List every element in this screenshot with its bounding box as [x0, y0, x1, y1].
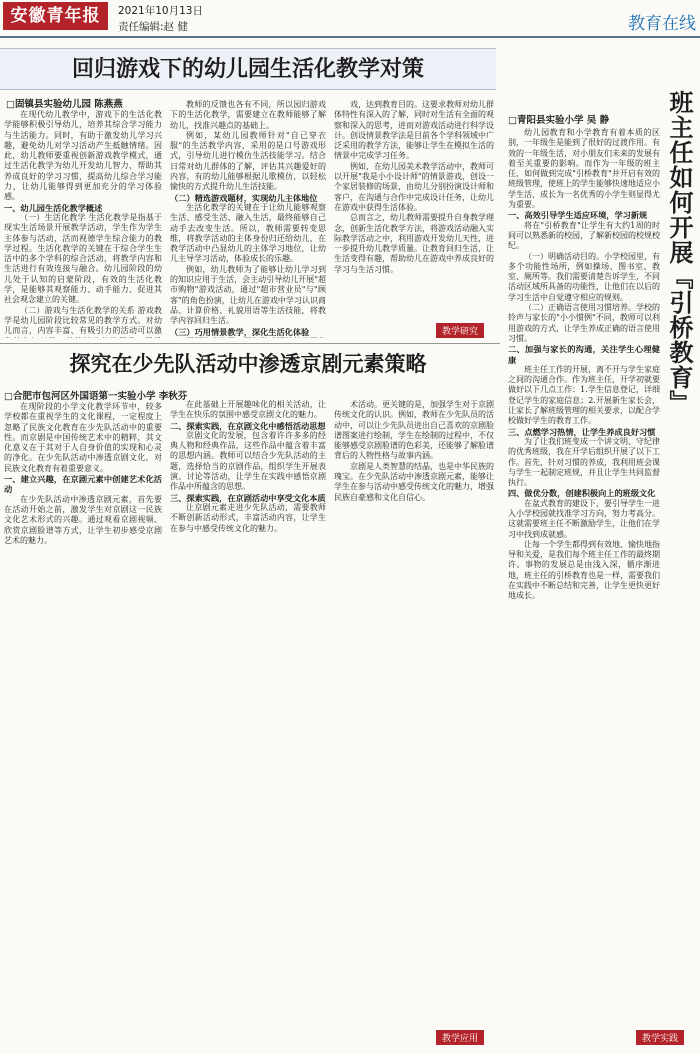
page-header — [0, 0, 700, 36]
body-paragraph: 京剧是人类智慧的结晶，也是中华民族的瑰宝。在少先队活动中渗透京剧元素，能够让学生在参与活动中感受传统文化的魅力，增强民族自豪感和文化自信心。 — [334, 461, 494, 502]
article2-column-1 — [4, 402, 162, 1048]
section-heading: 一、高效引导学生适应环境，学习新规 — [508, 210, 648, 221]
body-paragraph: 教师的反馈也各有不同，所以园归游戏下的生活化教学，需要建立在教师能够了解幼儿，找准兴趣点的基础上。 — [170, 100, 326, 130]
section-heading: （二）精选游戏题材，实现幼儿主体地位 — [170, 192, 318, 203]
section-heading: 三、探索实践，在京剧活动中享受文化本质 — [170, 492, 326, 503]
body-paragraph: 在现代幼儿教学中，游戏下的生活化教学能够积极引导幼儿，培养其综合学习能力与生活能力。同时，有助于激发幼儿学习兴趣，避免幼儿对学习活动产生抵触情绪。因此，幼儿教师要重视创新游戏教学模式，通过生活化教学为幼儿开发幼儿智力，帮助其养成良好的学习习惯，提高幼儿综合学习能力，让幼儿能够得到更加充分的学习体验感。 — [4, 110, 162, 202]
body-paragraph: 戏，达到教育目的。这要求教师对幼儿群体特性有深入的了解，同时对生活有全面的观察和深入的思考，进而对游戏活动进行科学设计。创设情景教学法是目前各个学科领域中广泛采用的教学方法，能够让学生在模拟生活的情景中完成学习任务。 — [334, 100, 494, 161]
body-paragraph: 让每一个学生都得到有效地、愉快地指导和关爱，是我们每个班主任工作的最终期许。事物的发展总是由浅入深，循序渐进地，班主任的引桥教育也是一样，需要我们在实践中不断总结和完善，让学生更快更好地成长。 — [508, 539, 660, 601]
body-paragraph: 将在"引桥教育"让学生有大约1周的时间可以熟悉新的校园，了解新校园的校规校纪。 — [508, 220, 660, 251]
body-paragraph: 班主任工作的开展，离不开与学生家庭之间的沟通合作。作为班主任，开学初就要做好以下几点工作：1.学生信息登记，详细登记学生的家庭信息；2.开展新生家长会，让家长了解班级管理的相关要求，以配合学校做好学生的教育工作。 — [508, 364, 660, 426]
body-paragraph: 幼儿园教育和小学教育有着本质的区别，一年级生是能到了很好的过渡作用。有效的一年级生活，对小朋友们未来的发展有着至关重要的影响。而作为一年级的班主任，如何做到完成"引桥教育"并开启有效的班级管理，使班上的学生能够快速地适应小学生活，成长为一名优秀的小学生则显得尤为重要。 — [508, 128, 660, 210]
article3-column — [508, 128, 660, 1024]
header-rule — [0, 36, 700, 38]
masthead-logo: 安徽青年报 — [3, 2, 108, 30]
article1-section-tag: 教学研究 — [436, 323, 484, 338]
article2-title: 探究在少先队活动中渗透京剧元素策略 — [69, 351, 427, 376]
section-heading: 一、幼儿园生活化教学概述 — [4, 202, 103, 213]
body-paragraph: （一）生活化教学 生活化教学是指基于现实生活场景开展教学活动，学生作为学生主体参与活动，活而视德学生综合能力的教学过程。生活化教学的关键在于综合学生生活中的多个学科的综合活动，将教学内容和生活进行有效连接与融合。幼儿园阶段的幼儿处于认知的启蒙阶段，有效的生活化教学，是能够其观察能力、动手能力、促进其社会观念建立的关键。 — [4, 212, 162, 305]
article2-column-3 — [334, 400, 494, 1026]
body-paragraph: （一）明确活动目的。小学校园里，有多个功能性场所，例如操场、图书室、教室、厕所等。我们需要清楚告诉学生，不同活动区域所具备的功能性，让他们在以后的学习生活中自觉遵守相应的规则。 — [508, 251, 660, 302]
body-paragraph: 例如，在幼儿园美术教学活动中，教师可以开展"我是小小设计师"的情景游戏，创设一个家居装修的场景，由幼儿分别扮演设计师和客户，在沟通与合作中完成设计任务，让幼儿在游戏中获得生活体验。 — [334, 161, 494, 212]
body-paragraph: 在少先队活动中渗透京剧元素，首先要在活动开始之前，激发学生对京剧这一民族文化艺术形式的兴趣。通过观看京剧视频、欣赏京剧脸谱等方式，让学生初步感受京剧艺术的魅力。 — [4, 494, 162, 545]
issue-date: 2021年10月13日 — [118, 5, 203, 17]
article3-author: □青阳县实验小学 吴 静 — [508, 115, 610, 126]
body-paragraph: 总而言之，幼儿教师需要提升自身教学理念，创新生活化教学方法，将游戏活动融入实际教学活动之中，利用游戏开发幼儿天性，进一步提升幼儿教学质量。让教育回归生活，让生活变得有趣，帮助幼儿在游戏中养成良好的学习与生活习惯。 — [334, 213, 494, 274]
body-paragraph: （二）游戏与生活化教学的关系 游戏教学是幼儿园阶段比较常见的教学方式。对幼儿而言，内容丰富、有吸引力的活动可以激 — [4, 305, 162, 336]
body-paragraph: 让京剧元素走进少先队活动，需要教师不断创新活动形式，丰富活动内容，让学生在参与中感受传统文化的魅力。 — [170, 502, 326, 533]
body-paragraph: 为了让我们班变成一个讲文明、守纪律的优秀班级，我在开学后组织开展了以下工作。首先，针对习惯的养成，我利用班会课与学生一起制定班规，并且让学生共同监督执行。 — [508, 436, 660, 488]
editor-credit: 责任编辑:赵 健 — [118, 21, 188, 33]
section-name: 教育在线 — [628, 14, 696, 34]
article1-author: □固镇县实验幼儿园 陈燕燕 — [6, 99, 123, 110]
article1-column-3 — [334, 100, 494, 320]
body-paragraph: 在现阶段的小学文化教学环节中，较多学校都在重视学生的文化课程，一定程度上忽略了民族文化教育在少先队活动中的重要性。而京剧是中国传统艺术中的精粹，其文化意义在于其对于人自身价值的实现和心灵的净化。在少先队活动中渗透京剧文化，对民族文化教育有着重要意义。 — [4, 402, 162, 473]
section-heading: 二、加强与家长的沟通，关注学生心理健康 — [508, 344, 660, 365]
section-heading: 二、探索实践，在京剧文化中感悟活动思想 — [170, 420, 326, 431]
body-paragraph: 生活化教学的关键在于让幼儿能够观察生活、感受生活、融入生活，最终能够自己动手去改变生活。所以，教师需要转变思维，将教学活动的主体身份归还给幼儿，在教学活动中凸显幼儿的主体学习地位，让幼儿主导学习活动，体验成长的乐趣。 — [170, 202, 326, 264]
article1-title: 回归游戏下的幼儿园生活化教学对策 — [0, 48, 496, 90]
body-paragraph: 术活动。更关键的是，加强学生对于京剧传统文化的认识。例如，教师在少先队员的活动中，可以让少先队员进出自己喜欢的京剧脸谱图案进行绘制，学生在绘制的过程中，不仅能够感受京剧脸谱的色彩美，还能够了解脸谱背后的人物性格与故事内涵。 — [334, 400, 494, 461]
body-paragraph: 在盆式教育的建设下，要引导学生一进入小学校园就找准学习方向，努力考高分。这就需要班主任不断激励学生，让他们在学习中找到成就感。 — [508, 498, 660, 539]
article2-author: □合肥市包河区外国语第一实验小学 李秋芬 — [4, 391, 188, 402]
body-paragraph: （二）正确语言使用习惯培养。学校的铃声与家长的"小小惯例"不同，教师可以利用游戏的方式，让学生养成正确的语言使用习惯。 — [508, 303, 660, 343]
article3-section-tag: 教学实践 — [636, 1030, 684, 1045]
body-paragraph: 在此基础上开展趣味化的相关活动，让学生在快乐的氛围中感受京剧文化的魅力。 — [170, 400, 326, 420]
body-paragraph: 例如，某幼儿园教师针对"自己穿衣服"的生活教学内容，采用的是口号游戏形式，引导幼儿进行模仿生活技能学习。结合日常对幼儿群体的了解，评估其兴趣爱好的内容，有的幼儿能够根据儿歌模仿，以轻松愉快的方式提升幼儿生活技能。 — [170, 130, 326, 192]
body-paragraph: 京剧文化的发展，包含着许许多多的经典人物和经典作品，这些作品中蕴含着丰富的思想内涵。教师可以结合少先队活动的主题，选择恰当的京剧作品，组织学生开展表演、讨论等活动，让学生在实践中感悟京剧作品中所蕴含的思想。 — [170, 430, 326, 492]
article3-title: 班主任如何开展『引桥教育』 — [665, 90, 694, 415]
article2-column-2 — [170, 400, 326, 1048]
article1-column-1 — [4, 110, 162, 338]
article1-column-2 — [170, 100, 326, 338]
section-heading: 一、建立兴趣，在京剧元素中创建艺术化活动 — [4, 474, 162, 495]
article-divider — [0, 343, 500, 344]
section-heading: 三、点燃学习热情，让学生养成良好习惯 — [508, 426, 656, 437]
section-heading: （三）巧用情景教学，深化生活化体验 — [170, 326, 310, 337]
body-paragraph: 例如，幼儿教师为了能够让幼儿学习到的知识应用于生活，会主动引导幼儿开展"超市购物"游戏活动，通过"超市营业员"与"顾客"的角色扮演，让幼儿在游戏中学习认识商品、计算价格、礼貌用语等生活技能，将教学内容回归生活。 — [170, 264, 326, 326]
section-heading: 四、做优分数，创建积极向上的班级文化 — [508, 488, 656, 499]
body-paragraph — [170, 337, 326, 338]
article2-section-tag: 教学应用 — [436, 1030, 484, 1045]
